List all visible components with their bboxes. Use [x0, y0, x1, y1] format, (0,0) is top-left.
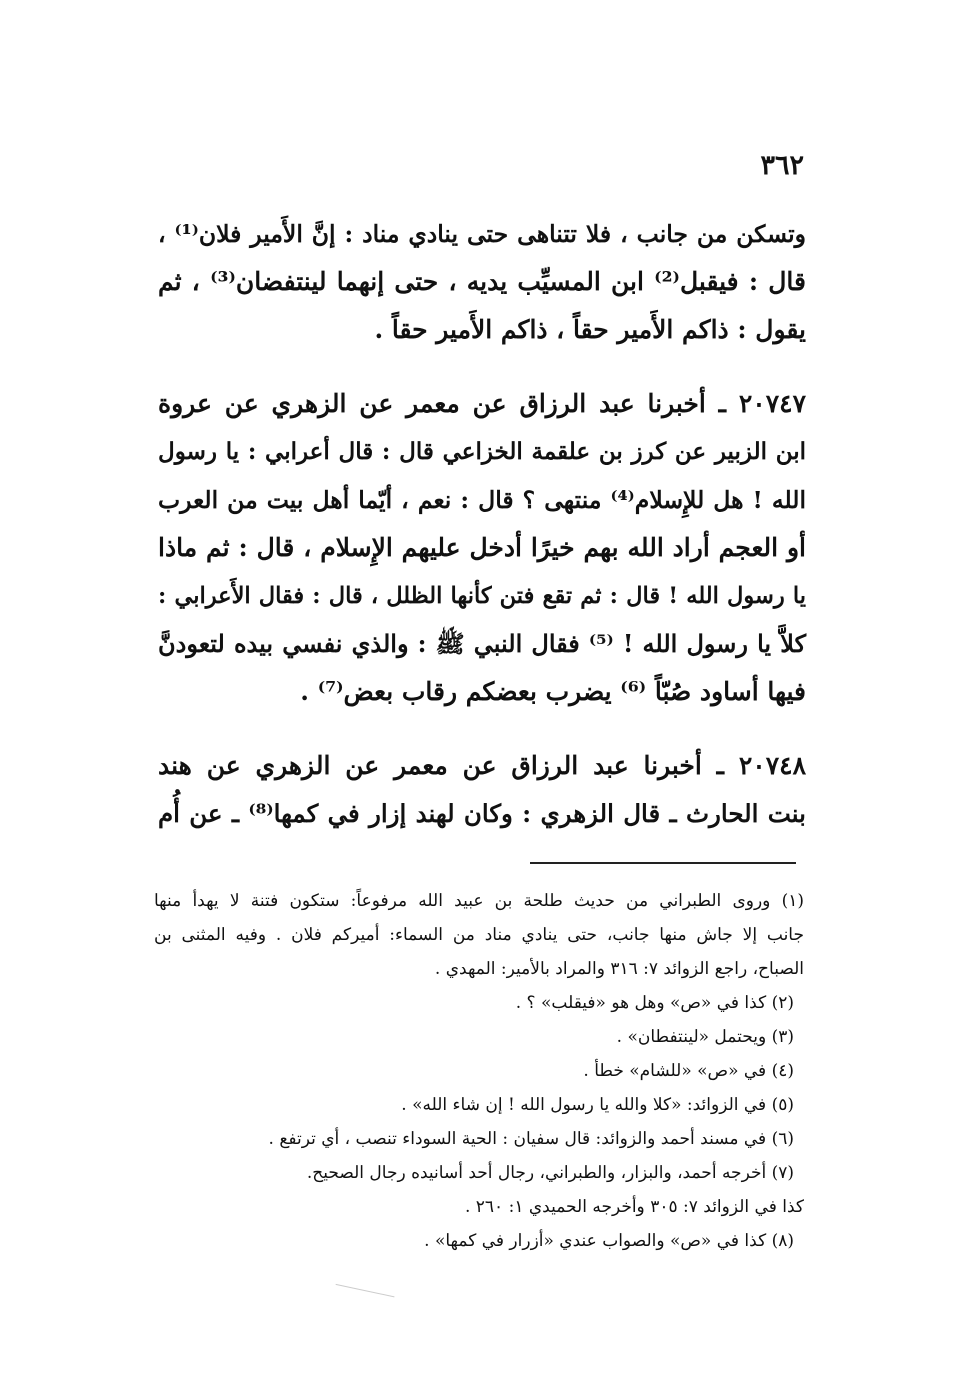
text-line: يقول : ذاكم الأَمير حقاً ، ذاكم الأَمير حقاً . [374, 315, 806, 344]
text-line: كلاَّ يا رسول الله ! ⁽⁵⁾ فقال النبي ﷺ : والذي نفسي بيده لتعودنَّ [158, 629, 806, 658]
footnote-line: (٣) ويحتمل «لينتفطان» . [616, 1027, 794, 1047]
footnote-line: (١) وروى الطبراني من حديث طلحة بن عبيد الله مرفوعاً: ستكون فتنة لا يهدأ منها [154, 891, 804, 911]
footnote-line: كذا في الزوائد ٧: ٣٠٥ وأخرجه الحميدي ١: ٢٦٠ . [464, 1197, 804, 1217]
text-line: ٢٠٧٤٨ ـ أخبرنا عبد الرزاق عن معمر عن الزهري عن هند [158, 751, 806, 780]
text-line: يا رسول الله ! قال : ثم تقع فتن كأنها الظلل ، قال : فقال الأَعرابي : [158, 583, 806, 609]
text-line: ابن الزبير عن كرز بن علقمة الخزاعي قال : قال أعرابي : يا رسول [158, 438, 806, 465]
footnote-line: الصباح، راجع الزوائد ٧: ٣١٦ والمراد بالأمير: المهدي . [434, 959, 804, 979]
text-line: وتسكن من جانب ، فلا تتناهى حتى ينادي مناد : إنَّ الأَمير فلان⁽¹⁾ ، [158, 220, 807, 248]
paragraph-continuation [158, 210, 806, 354]
footnote-separator [530, 862, 796, 864]
text-line: ٢٠٧٤٧ ـ أخبرنا عبد الرزاق عن معمر عن الزهري عن عروة [158, 389, 806, 418]
footnote-line: جانب إلا جاش منها جانب، حتى ينادي مناد من السماء: أميركم فلان . وفيه المثنى بن [154, 925, 804, 945]
paragraph-hadith-20748 [158, 742, 806, 838]
text-line: قال : فيقبل⁽²⁾ ابن المسيِّب يديه ، حتى إنهما لينتفضان⁽³⁾ ، ثم [158, 267, 806, 296]
footnote-line: (٨) كذا في «ص» والصواب عندي «أزرار في كمها» . [424, 1231, 794, 1251]
text-line: أو العجم أراد الله بهم خيرًا أدخل عليهم الإِسلام ، قال : ثم ماذا [158, 533, 806, 562]
footnote-line: (٥) في الزوائد: «كلا والله يا رسول الله ! إن شاء الله» . [401, 1095, 794, 1115]
footnote-line: (٤) في «ص» «للشام» خطأ . [583, 1061, 794, 1081]
text-line: الله ! هل للإِسلام⁽⁴⁾ منتهى ؟ قال : نعم ، أيّما أهل بيت من العرب [158, 486, 806, 514]
text-line: فيها أساود صُبّاً ⁽⁶⁾ يضرب بعضكم رقاب بعض⁽⁷⁾ . [300, 677, 806, 706]
page-number: ٣٦٢ [760, 150, 804, 181]
scan-artifact [334, 1284, 395, 1307]
footnote-line: (٦) في مسند أحمد والزوائد: قال سفيان : الحية السوداء تنصب ، أي ترتفع . [268, 1129, 794, 1149]
footnote-line: (٧) أخرجه أحمد، والبزار، والطبراني، رجال أحد أسانيده رجال الصحيح. [306, 1163, 794, 1183]
paragraph-hadith-20747 [158, 380, 806, 716]
footnotes [154, 884, 804, 1258]
text-line: بنت الحارث ـ قال الزهري : وكان لهند إزار في كمها⁽⁸⁾ ـ عن أُم [158, 799, 806, 828]
main-text [158, 210, 806, 864]
footnote-line: (٢) كذا في «ص» وهل هو «فيقلب» ؟ . [515, 993, 794, 1013]
